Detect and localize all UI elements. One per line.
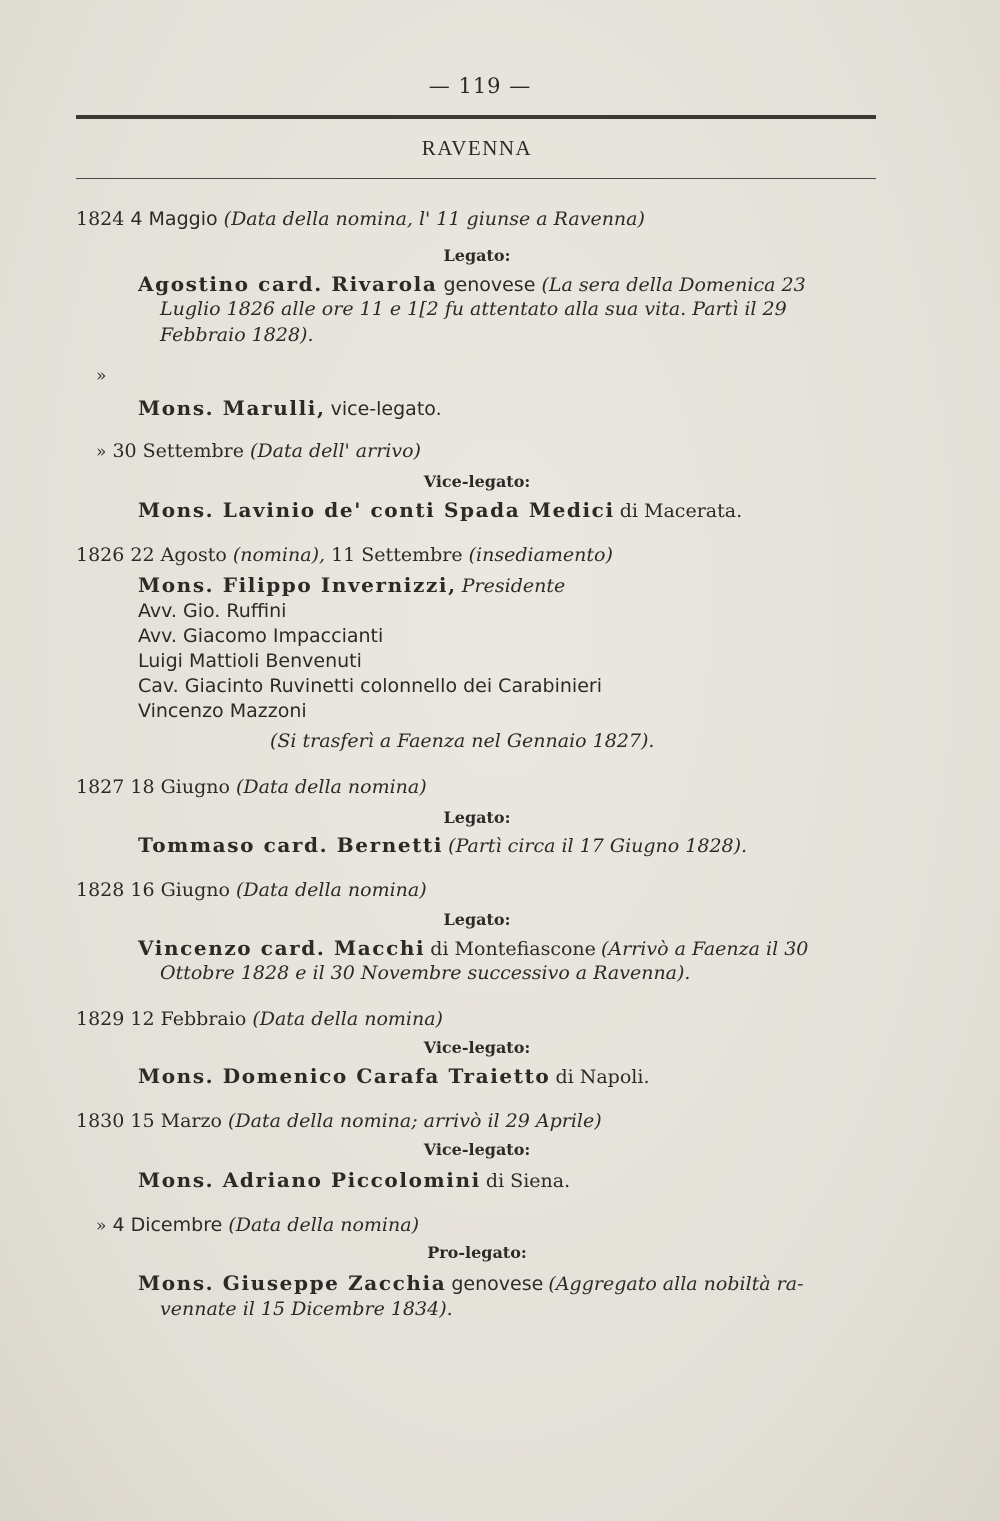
person-note: (Partì circa il 17 Giugno 1828). xyxy=(448,835,748,857)
person-origin: genovese xyxy=(443,274,536,296)
entry-date: 4 Maggio xyxy=(130,208,218,230)
person-note: (La sera della Domenica 23 xyxy=(541,274,806,296)
ditto-mark: » xyxy=(96,442,107,462)
person-origin: di Siena. xyxy=(485,1170,571,1192)
person-note: (Arrivò a Faenza il 30 xyxy=(600,938,809,960)
entry-note: (insediamento) xyxy=(468,544,613,566)
person-note-cont: vennate il 15 Dicembre 1834). xyxy=(160,1298,453,1320)
role-label: Legato: xyxy=(443,808,511,827)
person-name: Mons. Filippo Invernizzi, xyxy=(138,573,457,597)
person-origin: di Montefiascone xyxy=(430,938,596,960)
entry-macchi-name-line xyxy=(138,936,808,960)
person-name: Mons. Domenico Carafa Traietto xyxy=(138,1064,551,1088)
person-note-cont: Ottobre 1828 e il 30 Novembre successivo a Ravenna). xyxy=(160,962,691,984)
entry-date: 15 Marzo xyxy=(130,1110,222,1132)
person-origin: genovese xyxy=(451,1273,544,1295)
ditto-mark: » xyxy=(96,366,107,386)
person-title: Presidente xyxy=(461,575,566,597)
entry-zacchia-name-line xyxy=(138,1271,803,1295)
member-name: Luigi Mattioli Benvenuti xyxy=(138,650,362,672)
page-number: — 119 — xyxy=(428,74,532,98)
entry-note: (Data della nomina) xyxy=(228,1214,419,1236)
person-note-cont: Luglio 1826 alle ore 11 e 1[2 fu attentato alla sua vita. Partì il 29 xyxy=(160,298,787,320)
entry-date: 4 Dicembre xyxy=(112,1214,223,1236)
role-label: Legato: xyxy=(443,910,511,929)
member-name: Cav. Giacinto Ruvinetti colonnello dei Carabinieri xyxy=(138,675,602,697)
entry-1827-header xyxy=(76,776,427,798)
person-name: Mons. Adriano Piccolomini xyxy=(138,1168,481,1192)
entry-year: 1826 xyxy=(76,544,125,566)
entry-year: 1824 xyxy=(76,208,125,230)
person-name: Agostino card. Rivarola xyxy=(138,272,438,296)
entry-note: (Si trasferì a Faenza nel Gennaio 1827). xyxy=(270,730,655,752)
entry-date: 30 Settembre xyxy=(112,440,244,462)
entry-note: (Data dell' arrivo) xyxy=(250,440,421,462)
entry-piccolomini-name-line xyxy=(138,1168,570,1192)
entry-bernetti-name-line xyxy=(138,833,747,857)
entry-date: 11 Settembre xyxy=(331,544,463,566)
entry-note: (Data della nomina, l' 11 giunse a Ravenna) xyxy=(223,208,645,230)
entry-note: (Data della nomina) xyxy=(236,879,427,901)
person-name: Mons. Giuseppe Zacchia xyxy=(138,1271,447,1295)
entry-year: 1830 xyxy=(76,1110,125,1132)
entry-invernizzi-name-line xyxy=(138,573,565,597)
entry-1824-name-line xyxy=(138,272,806,296)
entry-spada-name-line xyxy=(138,498,742,522)
person-origin: di Macerata. xyxy=(619,500,743,522)
entry-year: 1827 xyxy=(76,776,125,798)
entry-settembre-header xyxy=(96,440,421,462)
header-rule-thick xyxy=(76,115,876,119)
person-note-cont: Febbraio 1828). xyxy=(160,324,314,346)
role-label: Legato: xyxy=(443,246,511,265)
member-name: Vincenzo Mazzoni xyxy=(138,700,307,722)
member-name: Avv. Giacomo Impaccianti xyxy=(138,625,384,647)
person-origin: di Napoli. xyxy=(555,1066,650,1088)
person-role: vice-legato. xyxy=(330,398,442,420)
member-name: Avv. Gio. Ruffini xyxy=(138,600,287,622)
role-label: Vice-legato: xyxy=(423,1140,531,1159)
person-name: Vincenzo card. Macchi xyxy=(138,936,426,960)
entry-date: 16 Giugno xyxy=(130,879,230,901)
role-label: Pro-legato: xyxy=(427,1243,527,1262)
entry-1824-header xyxy=(76,208,645,230)
entry-note: (Data della nomina) xyxy=(236,776,427,798)
section-title: RAVENNA xyxy=(421,136,533,160)
entry-carafa-name-line xyxy=(138,1064,649,1088)
person-name: Tommaso card. Bernetti xyxy=(138,833,444,857)
header-rule-thin xyxy=(76,178,876,179)
entry-year: 1829 xyxy=(76,1008,125,1030)
entry-date: 18 Giugno xyxy=(130,776,230,798)
entry-1828-header xyxy=(76,879,427,901)
person-name: Mons. Lavinio de' conti Spada Medici xyxy=(138,498,615,522)
entry-1830-header xyxy=(76,1110,602,1132)
entry-note: (Data della nomina) xyxy=(252,1008,443,1030)
role-label: Vice-legato: xyxy=(423,472,531,491)
entry-date: 22 Agosto xyxy=(130,544,227,566)
entry-note: (nomina), xyxy=(232,544,326,566)
person-note: (Aggregato alla nobiltà ra- xyxy=(548,1273,804,1295)
ditto-mark: » xyxy=(96,1216,107,1236)
entry-1826-header xyxy=(76,544,613,566)
entry-dicembre-header xyxy=(96,1214,419,1236)
entry-1829-header xyxy=(76,1008,443,1030)
entry-marulli xyxy=(138,396,442,420)
person-name: Mons. Marulli, xyxy=(138,396,326,420)
entry-note: (Data della nomina; arrivò il 29 Aprile) xyxy=(227,1110,602,1132)
entry-year: 1828 xyxy=(76,879,125,901)
role-label: Vice-legato: xyxy=(423,1038,531,1057)
entry-date: 12 Febbraio xyxy=(130,1008,247,1030)
